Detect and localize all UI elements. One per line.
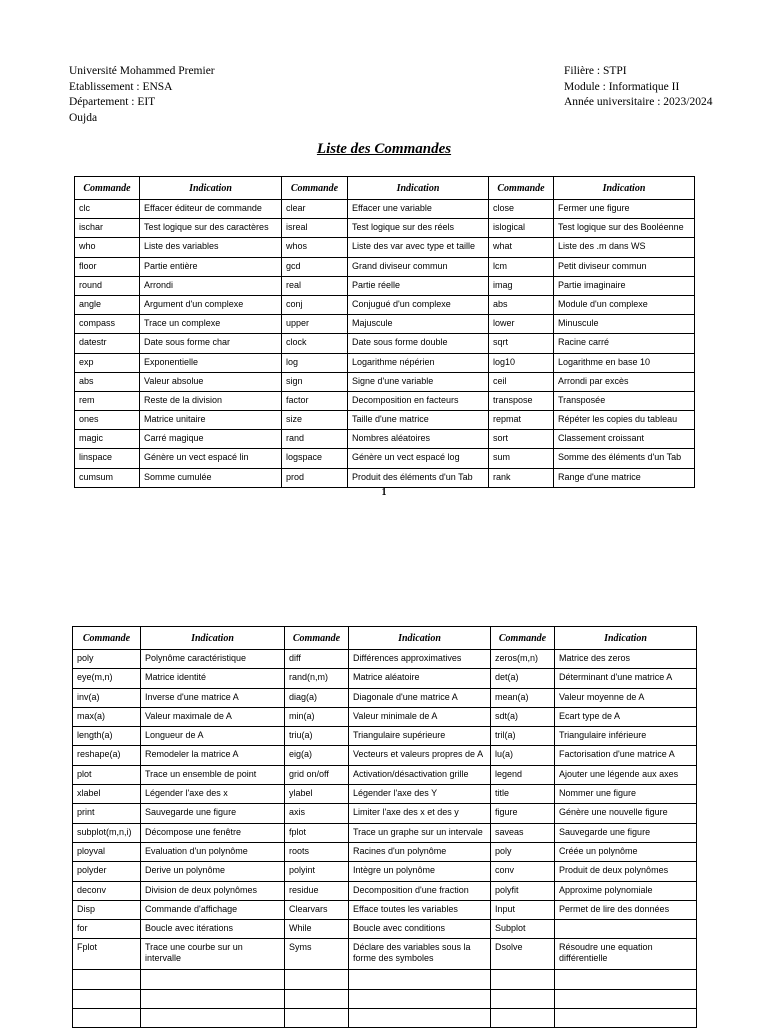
indication-cell: Decomposition d'une fraction [349, 881, 491, 900]
column-header-commande: Commande [73, 627, 141, 650]
indication-cell: Module d'un complexe [554, 295, 695, 314]
command-cell: what [489, 238, 554, 257]
indication-cell: Fermer une figure [554, 200, 695, 219]
indication-cell: Génère un vect espacé lin [140, 449, 282, 468]
indication-cell: Légender l'axe des Y [349, 785, 491, 804]
command-cell: Fplot [73, 939, 141, 970]
command-cell: residue [285, 881, 349, 900]
indication-cell: Evaluation d'un polynôme [141, 842, 285, 861]
indication-cell: Longueur de A [141, 727, 285, 746]
command-cell: xlabel [73, 785, 141, 804]
table-row [73, 842, 697, 861]
command-cell: compass [75, 315, 140, 334]
table-row [75, 372, 695, 391]
command-cell: size [282, 411, 348, 430]
indication-cell: Minuscule [554, 315, 695, 334]
command-cell: isreal [282, 219, 348, 238]
command-cell: angle [75, 295, 140, 314]
indication-cell: Majuscule [348, 315, 489, 334]
command-cell: ones [75, 411, 140, 430]
indication-cell: Matrice aléatoire [349, 669, 491, 688]
table-row [73, 1009, 697, 1028]
table-row [75, 468, 695, 487]
command-cell: real [282, 276, 348, 295]
command-cell: for [73, 920, 141, 939]
command-cell [73, 970, 141, 989]
indication-cell: Génère un vect espacé log [348, 449, 489, 468]
indication-cell: Créée un polynôme [555, 842, 697, 861]
command-cell: magic [75, 430, 140, 449]
table-row [75, 276, 695, 295]
indication-cell: Valeur maximale de A [141, 707, 285, 726]
command-cell: repmat [489, 411, 554, 430]
indication-cell: Génère une nouvelle figure [555, 804, 697, 823]
command-cell: reshape(a) [73, 746, 141, 765]
table-row [73, 862, 697, 881]
indication-cell: Boucle avec conditions [349, 920, 491, 939]
table-row [73, 920, 697, 939]
command-cell: zeros(m,n) [491, 650, 555, 669]
table-row [73, 823, 697, 842]
command-cell: lu(a) [491, 746, 555, 765]
command-cell: triu(a) [285, 727, 349, 746]
indication-cell: Matrice unitaire [140, 411, 282, 430]
indication-cell: Trace un complexe [140, 315, 282, 334]
table-row [73, 900, 697, 919]
indication-cell: Effacer éditeur de commande [140, 200, 282, 219]
indication-cell: Valeur absolue [140, 372, 282, 391]
command-cell: exp [75, 353, 140, 372]
indication-cell [349, 1009, 491, 1028]
indication-cell [555, 1009, 697, 1028]
table-row [73, 707, 697, 726]
command-cell: eig(a) [285, 746, 349, 765]
command-cell: Clearvars [285, 900, 349, 919]
indication-cell: Partie entière [140, 257, 282, 276]
indication-cell: Décompose une fenêtre [141, 823, 285, 842]
indication-cell: Sauvegarde une figure [141, 804, 285, 823]
command-cell: conj [282, 295, 348, 314]
command-cell: det(a) [491, 669, 555, 688]
command-cell [491, 970, 555, 989]
indication-cell: Liste des var avec type et taille [348, 238, 489, 257]
command-cell [73, 1009, 141, 1028]
command-cell: diff [285, 650, 349, 669]
command-cell: logspace [282, 449, 348, 468]
command-cell: floor [75, 257, 140, 276]
indication-cell: Ecart type de A [555, 707, 697, 726]
column-header-commande: Commande [75, 177, 140, 200]
command-cell: deconv [73, 881, 141, 900]
indication-cell: Classement croissant [554, 430, 695, 449]
table-row [75, 257, 695, 276]
indication-cell: Logarithme népérien [348, 353, 489, 372]
indication-cell: Vecteurs et valeurs propres de A [349, 746, 491, 765]
command-cell: max(a) [73, 707, 141, 726]
command-cell: islogical [489, 219, 554, 238]
academic-year: Année universitaire : 2023/2024 [564, 96, 713, 108]
command-cell: linspace [75, 449, 140, 468]
table-row [75, 315, 695, 334]
command-cell [73, 989, 141, 1008]
indication-cell: Trace un ensemble de point [141, 765, 285, 784]
indication-cell [555, 989, 697, 1008]
command-cell: polyint [285, 862, 349, 881]
table-row [75, 219, 695, 238]
indication-cell: Ajouter une légende aux axes [555, 765, 697, 784]
indication-cell: Déclare des variables sous la forme des symboles [349, 939, 491, 970]
command-cell [285, 970, 349, 989]
column-header-commande: Commande [489, 177, 554, 200]
indication-cell: Test logique sur des Booléenne [554, 219, 695, 238]
indication-cell [555, 920, 697, 939]
command-cell: sort [489, 430, 554, 449]
page-number: 1 [381, 487, 387, 498]
table-row [75, 430, 695, 449]
command-cell: ployval [73, 842, 141, 861]
command-cell: clc [75, 200, 140, 219]
table-row [73, 939, 697, 970]
column-header-commande: Commande [491, 627, 555, 650]
command-cell: While [285, 920, 349, 939]
indication-cell: Date sous forme char [140, 334, 282, 353]
command-cell: lower [489, 315, 554, 334]
indication-cell: Boucle avec itérations [141, 920, 285, 939]
column-header-indication: Indication [140, 177, 282, 200]
command-cell [491, 1009, 555, 1028]
indication-cell: Racine carré [554, 334, 695, 353]
command-cell: upper [282, 315, 348, 334]
indication-cell: Somme des éléments d'un Tab [554, 449, 695, 468]
indication-cell: Division de deux polynômes [141, 881, 285, 900]
indication-cell: Remodeler la matrice A [141, 746, 285, 765]
command-cell: legend [491, 765, 555, 784]
command-cell: abs [489, 295, 554, 314]
commands-table-1 [74, 176, 695, 488]
indication-cell: Approxime polynomiale [555, 881, 697, 900]
header-right [564, 64, 713, 111]
indication-cell: Signe d'une variable [348, 372, 489, 391]
column-header-commande: Commande [285, 627, 349, 650]
indication-cell: Triangulaire supérieure [349, 727, 491, 746]
indication-cell: Factorisation d'une matrice A [555, 746, 697, 765]
indication-cell: Derive un polynôme [141, 862, 285, 881]
indication-cell: Sauvegarde une figure [555, 823, 697, 842]
command-cell: sum [489, 449, 554, 468]
indication-cell: Nombres aléatoires [348, 430, 489, 449]
table-row [73, 785, 697, 804]
command-cell: poly [491, 842, 555, 861]
command-cell: cumsum [75, 468, 140, 487]
command-cell: rand(n,m) [285, 669, 349, 688]
command-cell [285, 989, 349, 1008]
command-cell: Disp [73, 900, 141, 919]
table-row [75, 449, 695, 468]
city: Oujda [69, 111, 98, 124]
command-cell: subplot(m,n,i) [73, 823, 141, 842]
command-cell: lcm [489, 257, 554, 276]
university-name: Université Mohammed Premier [69, 65, 215, 77]
command-cell: datestr [75, 334, 140, 353]
indication-cell: Permet de lire des données [555, 900, 697, 919]
indication-cell [349, 970, 491, 989]
indication-cell [349, 989, 491, 1008]
indication-cell: Reste de la division [140, 391, 282, 410]
indication-cell: Produit de deux polynômes [555, 862, 697, 881]
indication-cell: Date sous forme double [348, 334, 489, 353]
command-cell: fplot [285, 823, 349, 842]
indication-cell: Petit diviseur commun [554, 257, 695, 276]
table-row [73, 650, 697, 669]
table-row [73, 989, 697, 1008]
command-cell: whos [282, 238, 348, 257]
indication-cell: Diagonale d'une matrice A [349, 688, 491, 707]
table-row [73, 746, 697, 765]
column-header-indication: Indication [554, 177, 695, 200]
indication-cell: Test logique sur des caractères [140, 219, 282, 238]
indication-cell [141, 1009, 285, 1028]
command-cell: grid on/off [285, 765, 349, 784]
indication-cell: Activation/désactivation grille [349, 765, 491, 784]
indication-cell: Logarithme en base 10 [554, 353, 695, 372]
command-cell: rem [75, 391, 140, 410]
table-row [73, 669, 697, 688]
command-cell: poly [73, 650, 141, 669]
indication-cell: Matrice identité [141, 669, 285, 688]
column-header-indication: Indication [348, 177, 489, 200]
indication-cell: Argument d'un complexe [140, 295, 282, 314]
command-cell: imag [489, 276, 554, 295]
command-cell: gcd [282, 257, 348, 276]
command-cell: eye(m,n) [73, 669, 141, 688]
indication-cell: Conjugué d'un complexe [348, 295, 489, 314]
column-header-commande: Commande [282, 177, 348, 200]
indication-cell: Racines d'un polynôme [349, 842, 491, 861]
command-cell: figure [491, 804, 555, 823]
command-cell: roots [285, 842, 349, 861]
indication-cell: Déterminant d'une matrice A [555, 669, 697, 688]
column-header-indication: Indication [555, 627, 697, 650]
table-row [73, 881, 697, 900]
indication-cell [141, 989, 285, 1008]
command-cell: min(a) [285, 707, 349, 726]
indication-cell: Partie imaginaire [554, 276, 695, 295]
indication-cell: Arrondi [140, 276, 282, 295]
indication-cell: Liste des .m dans WS [554, 238, 695, 257]
header-left [69, 64, 215, 126]
command-cell: print [73, 804, 141, 823]
command-cell [491, 989, 555, 1008]
command-cell: log [282, 353, 348, 372]
module: Module : Informatique II [564, 80, 680, 93]
command-cell: plot [73, 765, 141, 784]
indication-cell [141, 970, 285, 989]
command-cell: Input [491, 900, 555, 919]
program: Filière : STPI [564, 65, 627, 77]
indication-cell: Intègre un polynôme [349, 862, 491, 881]
indication-cell: Différences approximatives [349, 650, 491, 669]
command-cell: sdt(a) [491, 707, 555, 726]
indication-cell: Range d'une matrice [554, 468, 695, 487]
table-row [75, 353, 695, 372]
command-cell: polyfit [491, 881, 555, 900]
indication-cell: Arrondi par excès [554, 372, 695, 391]
command-cell: title [491, 785, 555, 804]
department: Département : EIT [69, 96, 156, 108]
table-row [75, 391, 695, 410]
indication-cell [555, 970, 697, 989]
indication-cell: Trace un graphe sur un intervale [349, 823, 491, 842]
indication-cell: Effacer une variable [348, 200, 489, 219]
command-cell: Dsolve [491, 939, 555, 970]
indication-cell: Somme cumulée [140, 468, 282, 487]
indication-cell: Grand diviseur commun [348, 257, 489, 276]
command-cell: abs [75, 372, 140, 391]
table-row [75, 295, 695, 314]
command-cell: rank [489, 468, 554, 487]
command-cell: sign [282, 372, 348, 391]
indication-cell: Limiter l'axe des x et des y [349, 804, 491, 823]
command-cell: Syms [285, 939, 349, 970]
indication-cell: Taille d'une matrice [348, 411, 489, 430]
indication-cell: Liste des variables [140, 238, 282, 257]
indication-cell: Polynôme caractéristique [141, 650, 285, 669]
command-cell: polyder [73, 862, 141, 881]
command-cell: factor [282, 391, 348, 410]
table-row [73, 688, 697, 707]
command-cell: mean(a) [491, 688, 555, 707]
indication-cell: Commande d'affichage [141, 900, 285, 919]
indication-cell: Valeur minimale de A [349, 707, 491, 726]
indication-cell: Carré magique [140, 430, 282, 449]
command-cell: log10 [489, 353, 554, 372]
indication-cell: Triangulaire inférieure [555, 727, 697, 746]
indication-cell: Test logique sur des réels [348, 219, 489, 238]
command-cell: conv [491, 862, 555, 881]
command-cell: ischar [75, 219, 140, 238]
table-row [73, 804, 697, 823]
command-cell: sqrt [489, 334, 554, 353]
indication-cell: Decomposition en facteurs [348, 391, 489, 410]
command-cell: prod [282, 468, 348, 487]
column-header-indication: Indication [349, 627, 491, 650]
command-cell: close [489, 200, 554, 219]
table-row [73, 765, 697, 784]
table-row [73, 970, 697, 989]
command-cell: length(a) [73, 727, 141, 746]
column-header-indication: Indication [141, 627, 285, 650]
indication-cell: Valeur moyenne de A [555, 688, 697, 707]
command-cell: saveas [491, 823, 555, 842]
command-cell: tril(a) [491, 727, 555, 746]
indication-cell: Nommer une figure [555, 785, 697, 804]
indication-cell: Produit des éléments d'un Tab [348, 468, 489, 487]
command-cell: axis [285, 804, 349, 823]
establishment: Etablissement : ENSA [69, 80, 173, 93]
command-cell: Subplot [491, 920, 555, 939]
indication-cell: Exponentielle [140, 353, 282, 372]
indication-cell: Résoudre une equation différentielle [555, 939, 697, 970]
command-cell: rand [282, 430, 348, 449]
command-cell: who [75, 238, 140, 257]
indication-cell: Partie réelle [348, 276, 489, 295]
indication-cell: Transposée [554, 391, 695, 410]
indication-cell: Inverse d'une matrice A [141, 688, 285, 707]
command-cell: ceil [489, 372, 554, 391]
indication-cell: Répéter les copies du tableau [554, 411, 695, 430]
command-cell: ylabel [285, 785, 349, 804]
table-row [73, 727, 697, 746]
table-row [75, 200, 695, 219]
indication-cell: Matrice des zeros [555, 650, 697, 669]
indication-cell: Légender l'axe des x [141, 785, 285, 804]
table-row [75, 334, 695, 353]
command-cell: round [75, 276, 140, 295]
indication-cell: Efface toutes les variables [349, 900, 491, 919]
command-cell: clock [282, 334, 348, 353]
command-cell: transpose [489, 391, 554, 410]
table-row [75, 411, 695, 430]
indication-cell: Trace une courbe sur un intervalle [141, 939, 285, 970]
command-cell [285, 1009, 349, 1028]
command-cell: diag(a) [285, 688, 349, 707]
table-row [75, 238, 695, 257]
page-title: Liste des Commandes [316, 141, 452, 157]
command-cell: inv(a) [73, 688, 141, 707]
command-cell: clear [282, 200, 348, 219]
commands-table-2 [72, 626, 697, 1028]
